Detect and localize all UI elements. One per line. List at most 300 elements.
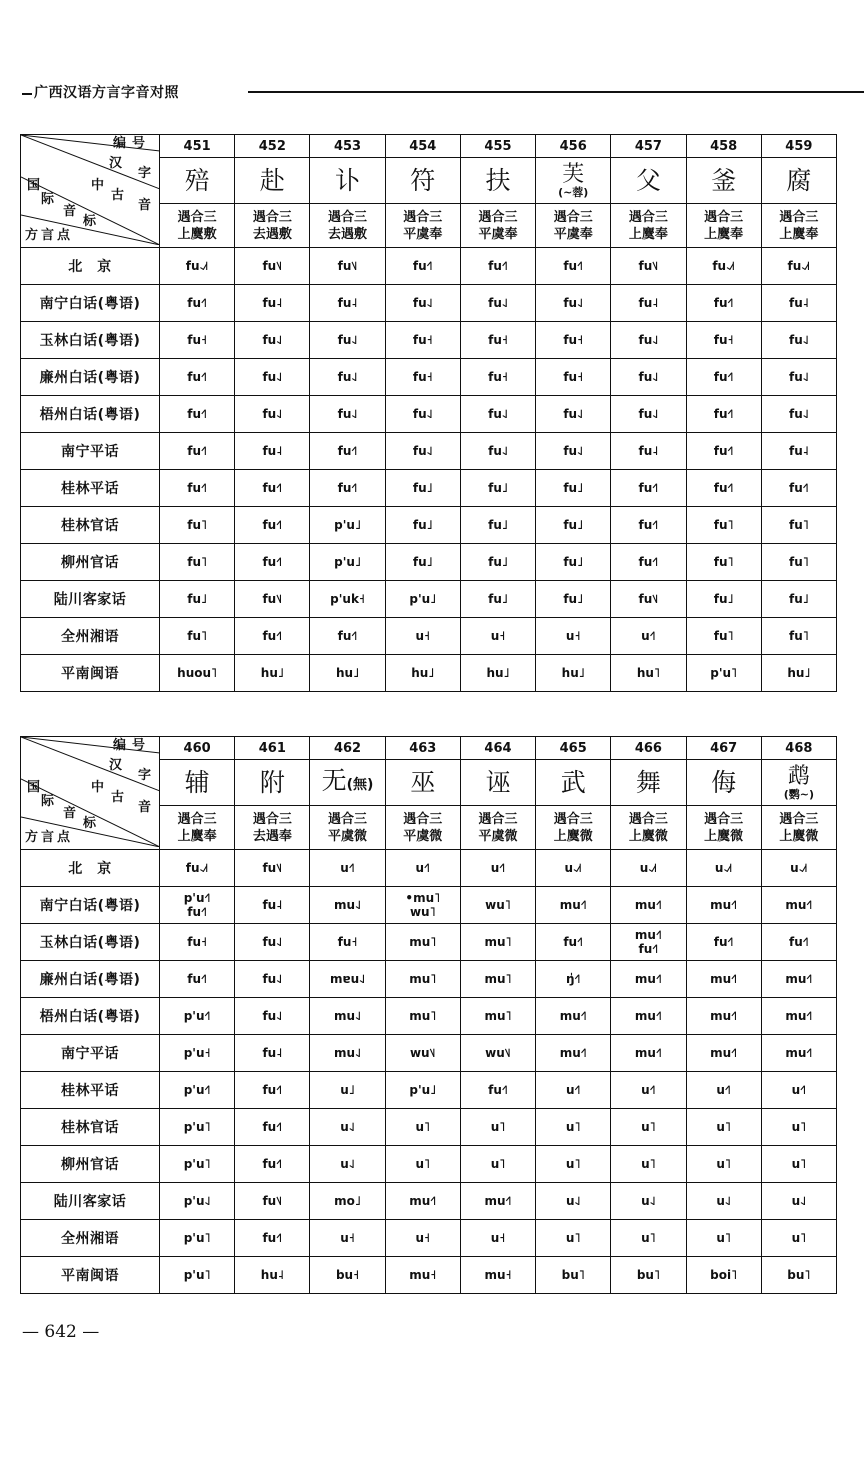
pronunciation-cell: bu˧ [310, 1257, 385, 1294]
pronunciation-cell: fu˧ [160, 924, 235, 961]
pronunciation-cell: u˧ [460, 1220, 535, 1257]
middle-chinese-line: 上麌微 [553, 828, 593, 844]
pronunciation-cell: u˧˥ [385, 850, 460, 887]
pronunciation-cell: u˥ [385, 1146, 460, 1183]
middle-chinese-line: 上麌微 [779, 828, 819, 844]
pronunciation-cell: mu˥ [460, 998, 535, 1035]
middle-chinese-line: 平虞奉 [478, 226, 518, 242]
dialect-row [21, 1220, 837, 1257]
char-cell [385, 760, 460, 806]
pronunciation-cell: u˧ [536, 618, 611, 655]
char-glyph: 巫 [410, 767, 436, 797]
corner-label-yin2: 音 [138, 800, 152, 815]
dialect-row [21, 998, 837, 1035]
dialect-label: 廉州白话(粤语) [21, 359, 160, 396]
middle-chinese-line: 遇合三 [553, 209, 593, 225]
pronunciation-cell: u˧ [385, 1220, 460, 1257]
pronunciation-cell: mu˧˥ [686, 1035, 761, 1072]
pronunciation-cell: u˥ [761, 1109, 836, 1146]
pronunciation-cell: fu˩ [536, 544, 611, 581]
pronunciation-cell: fu˧˥ [611, 544, 686, 581]
dialect-label: 桂林平话 [21, 470, 160, 507]
char-number: 460 [160, 737, 235, 760]
char-number: 464 [460, 737, 535, 760]
dialect-row [21, 1072, 837, 1109]
char-cell [536, 760, 611, 806]
pronunciation-cell: u˨˩˦ [761, 850, 836, 887]
pronunciation-cell: u˥ [385, 1109, 460, 1146]
char-number: 456 [536, 135, 611, 158]
pronunciation-cell: fu˥˩ [235, 850, 310, 887]
char-cell [611, 158, 686, 204]
pronunciation-cell: fu˩ [385, 544, 460, 581]
corner-label-han: 汉 [109, 156, 123, 171]
pronunciation-cell: fu˥˩ [310, 248, 385, 285]
pronunciation-cell: fu˧˥ [235, 470, 310, 507]
pronunciation-cell: mu˧˥ [536, 998, 611, 1035]
pronunciation-cell: u˨˩˦ [611, 850, 686, 887]
pronunciation-cell: p'u˩ [310, 507, 385, 544]
corner-label-zhong: 中 [91, 780, 105, 795]
pronunciation-cell: fu˧˥ [235, 1072, 310, 1109]
pronunciation-cell: fu˨ [761, 285, 836, 322]
pronunciation-cell: fu˨˩ [536, 396, 611, 433]
dialect-row [21, 433, 837, 470]
pronunciation-cell: p'u˧ [160, 1035, 235, 1072]
middle-chinese-line: 遇合三 [252, 209, 292, 225]
middle-chinese-line: 平虞奉 [553, 226, 593, 242]
middle-chinese-cell [761, 204, 836, 248]
dialect-row [21, 924, 837, 961]
char-cell [761, 760, 836, 806]
dialect-label: 桂林平话 [21, 1072, 160, 1109]
char-cell [160, 158, 235, 204]
pronunciation-cell: fu˥˩ [235, 1183, 310, 1220]
middle-chinese-line: 上麌微 [704, 828, 744, 844]
pronunciation-cell: mu˥ [460, 924, 535, 961]
middle-chinese-line: 遇合三 [252, 811, 292, 827]
pronunciation-cell: fu˨˩ [235, 322, 310, 359]
dialect-label: 南宁平话 [21, 433, 160, 470]
pronunciation-cell: fu˥ [686, 507, 761, 544]
pronunciation-cell: fu˥ [686, 544, 761, 581]
pronunciation-cell: fu˩ [536, 507, 611, 544]
pronunciation-cell: fu˧˥ [686, 396, 761, 433]
pronunciation-cell: u˧˥ [761, 1072, 836, 1109]
pronunciation-cell: fu˨˩ [460, 285, 535, 322]
pronunciation-cell [611, 924, 686, 961]
header-title: 广西汉语方言字音对照 [34, 85, 179, 101]
char-glyph: 舞 [635, 767, 661, 797]
pronunciation-cell [385, 887, 460, 924]
dialect-row [21, 1035, 837, 1072]
pronunciation-cell: mu˧ [385, 1257, 460, 1294]
char-number: 453 [310, 135, 385, 158]
number-row [21, 135, 837, 158]
char-glyph: 芙 [562, 161, 585, 187]
char-glyph: 腐 [786, 165, 812, 195]
pronunciation-cell: u˥ [686, 1109, 761, 1146]
char-note: (~蓉) [558, 185, 589, 199]
middle-chinese-line: 遇合三 [704, 209, 744, 225]
pronunciation-cell: fu˨ [235, 1035, 310, 1072]
pronunciation-cell: mu˥ [385, 924, 460, 961]
pronunciation-cell: hu˩ [761, 655, 836, 692]
pronunciation-cell: fu˨˩ [235, 396, 310, 433]
dialect-row [21, 544, 837, 581]
pronunciation-cell: boi˥ [686, 1257, 761, 1294]
corner-header-cell [21, 737, 160, 850]
pronunciation-cell: fu˧˥ [686, 470, 761, 507]
middle-chinese-cell [686, 204, 761, 248]
pronunciation-cell: fu˥˩ [235, 248, 310, 285]
running-header [22, 84, 864, 104]
pronunciation-cell: fu˥ [761, 618, 836, 655]
pronunciation-cell: mu˨˩ [310, 998, 385, 1035]
pronunciation-cell: hu˩ [310, 655, 385, 692]
middle-chinese-cell [460, 806, 535, 850]
middle-chinese-cell [310, 806, 385, 850]
pronunciation-cell: fu˨ [235, 433, 310, 470]
pronunciation-cell: fu˥ [686, 618, 761, 655]
middle-chinese-cell [385, 204, 460, 248]
pronunciation-cell: fu˨˩ [611, 322, 686, 359]
pronunciation-cell: mu˧ [460, 1257, 535, 1294]
char-number: 454 [385, 135, 460, 158]
pronunciation-cell: fu˧˥ [160, 470, 235, 507]
dialect-label: 梧州白话(粤语) [21, 998, 160, 1035]
corner-label-guo: 国 [27, 780, 41, 795]
pronunciation-cell: fu˧˥ [460, 1072, 535, 1109]
dialect-row [21, 322, 837, 359]
pronunciation-cell: fu˧˥ [385, 248, 460, 285]
number-row [21, 737, 837, 760]
pronunciation-cell: p'u˥ [686, 655, 761, 692]
pronunciation-cell: fu˩ [385, 507, 460, 544]
pronunciation-cell: fu˨ [235, 887, 310, 924]
corner-label-han: 汉 [109, 758, 123, 773]
pronunciation-cell: fu˨˩ [761, 359, 836, 396]
pronunciation-cell: fu˧ [536, 322, 611, 359]
pronunciation-line: •mu˥ [405, 891, 441, 905]
char-number: 468 [761, 737, 836, 760]
char-cell [686, 760, 761, 806]
dialect-row [21, 396, 837, 433]
pronunciation-cell: fu˨˩ [310, 359, 385, 396]
pronunciation-cell: u˥ [536, 1109, 611, 1146]
char-cell [310, 760, 385, 806]
pronunciation-cell: p'uk˧ [310, 581, 385, 618]
dialect-row [21, 1109, 837, 1146]
char-glyph: 武 [560, 767, 586, 797]
corner-label-yin2: 音 [138, 198, 152, 213]
pronunciation-cell: fu˧ [686, 322, 761, 359]
pronunciation-cell: fu˧˥ [536, 248, 611, 285]
pronunciation-cell: u˥ [686, 1146, 761, 1183]
pronunciation-cell: fu˨ [761, 433, 836, 470]
char-cell [611, 760, 686, 806]
middle-chinese-cell [611, 806, 686, 850]
pronunciation-cell: mu˧˥ [686, 998, 761, 1035]
dialect-label: 平南闽语 [21, 1257, 160, 1294]
pronunciation-cell: u˥ [611, 1109, 686, 1146]
pronunciation-cell: fu˩ [536, 581, 611, 618]
dialect-row [21, 581, 837, 618]
pronunciation-cell: fu˨˩ [460, 396, 535, 433]
pronunciation-cell: u˥ [460, 1146, 535, 1183]
pronunciation-cell: mu˨˩ [310, 887, 385, 924]
pronunciation-cell: fu˧ [385, 322, 460, 359]
pronunciation-cell: fu˨˩ [761, 396, 836, 433]
pronunciation-cell: u˧˥ [460, 850, 535, 887]
pronunciation-cell: u˥ [761, 1146, 836, 1183]
char-number: 458 [686, 135, 761, 158]
char-number: 461 [235, 737, 310, 760]
pronunciation-cell: fu˧˥ [235, 1146, 310, 1183]
pronunciation-cell: fu˩ [686, 581, 761, 618]
dialect-row [21, 655, 837, 692]
dialect-row [21, 470, 837, 507]
char-cell [235, 760, 310, 806]
pronunciation-cell: fu˧˥ [235, 1220, 310, 1257]
pronunciation-cell: fu˧˥ [235, 544, 310, 581]
pronunciation-cell: fu˩ [460, 470, 535, 507]
pronunciation-cell: u˧˥ [536, 1072, 611, 1109]
pronunciation-cell: mu˧˥ [761, 961, 836, 998]
pronunciation-cell: u˥ [611, 1220, 686, 1257]
char-cell [536, 158, 611, 204]
pronunciation-cell: fu˨˩ [460, 433, 535, 470]
middle-chinese-line: 遇合三 [704, 811, 744, 827]
pronunciation-cell: fu˩ [460, 507, 535, 544]
char-glyph: 侮 [711, 767, 737, 797]
pronunciation-cell: fu˥˩ [611, 581, 686, 618]
pronunciation-cell: fu˨˩ [235, 998, 310, 1035]
pronunciation-cell: fu˧˥ [160, 433, 235, 470]
pronunciation-cell: fu˥˩ [235, 581, 310, 618]
dialect-label: 全州湘语 [21, 618, 160, 655]
pronunciation-cell: fu˨˩ [536, 285, 611, 322]
pronunciation-cell: hu˩ [235, 655, 310, 692]
pronunciation-cell: u˧˥ [310, 850, 385, 887]
char-number: 465 [536, 737, 611, 760]
dialect-label: 陆川客家话 [21, 1183, 160, 1220]
middle-chinese-line: 去遇敷 [328, 226, 368, 242]
pronunciation-cell: fu˨˩ [385, 396, 460, 433]
middle-chinese-line: 去遇奉 [252, 828, 292, 844]
corner-label-yin: 音 [63, 204, 77, 219]
char-cell [460, 760, 535, 806]
pronunciation-cell: u˧ [310, 1220, 385, 1257]
pronunciation-cell: hu˨ [235, 1257, 310, 1294]
middle-chinese-line: 遇合三 [177, 209, 217, 225]
char-glyph: 鹉 [787, 763, 810, 789]
pronunciation-cell [160, 887, 235, 924]
pronunciation-cell: u˧ [385, 618, 460, 655]
pronunciation-cell: fu˩ [761, 581, 836, 618]
pronunciation-cell: fu˧˥ [686, 433, 761, 470]
pronunciation-cell: p'u˨˩ [160, 1183, 235, 1220]
pronunciation-cell: mu˧˥ [611, 1035, 686, 1072]
pronunciation-line: fu˧˥ [187, 905, 207, 919]
pronunciation-line: wu˥ [409, 905, 436, 919]
dialect-label: 玉林白话(粤语) [21, 924, 160, 961]
middle-chinese-line: 上麌敷 [177, 226, 217, 242]
middle-chinese-line: 遇合三 [478, 811, 518, 827]
pronunciation-cell: fu˧˥ [235, 618, 310, 655]
pronunciation-cell: u˧˥ [611, 1072, 686, 1109]
char-glyph: 扶 [485, 165, 511, 195]
middle-chinese-line: 遇合三 [779, 209, 819, 225]
pronunciation-cell: fu˩ [160, 581, 235, 618]
pronunciation-cell: fu˧˥ [686, 924, 761, 961]
pronunciation-cell: u˨˩ [310, 1109, 385, 1146]
pronunciation-cell: mu˧˥ [686, 961, 761, 998]
pronunciation-cell: p'u˧˥ [160, 1072, 235, 1109]
dialect-label: 桂林官话 [21, 507, 160, 544]
corner-label-fangyandian: 方言点 [25, 228, 74, 243]
pronunciation-cell: fu˧˥ [611, 470, 686, 507]
pronunciation-cell: fu˧˥ [235, 1109, 310, 1146]
char-number: 451 [160, 135, 235, 158]
pronunciation-cell: fu˧˥ [160, 961, 235, 998]
char-cell [385, 158, 460, 204]
dialect-label: 平南闽语 [21, 655, 160, 692]
pronunciation-cell: fu˧ [536, 359, 611, 396]
dialect-row [21, 887, 837, 924]
middle-chinese-line: 遇合三 [478, 209, 518, 225]
dialect-label: 北 京 [21, 850, 160, 887]
pronunciation-cell: fu˨˩ [235, 924, 310, 961]
pronunciation-cell: fu˨ [611, 433, 686, 470]
middle-chinese-line: 遇合三 [328, 811, 368, 827]
pronunciation-cell: fu˧˥ [310, 618, 385, 655]
dialect-row [21, 1146, 837, 1183]
middle-chinese-cell [460, 204, 535, 248]
char-glyph: 诬 [485, 767, 511, 797]
pronunciation-cell: mu˧˥ [761, 998, 836, 1035]
char-cell [310, 158, 385, 204]
middle-chinese-cell [686, 806, 761, 850]
pronunciation-cell: mu˧˥ [611, 961, 686, 998]
middle-chinese-cell [761, 806, 836, 850]
pronunciation-cell: p'u˥ [160, 1257, 235, 1294]
char-paren: (無) [346, 776, 374, 793]
dialect-row [21, 507, 837, 544]
char-number: 462 [310, 737, 385, 760]
dialect-row [21, 850, 837, 887]
char-cell [761, 158, 836, 204]
dialect-label: 梧州白话(粤语) [21, 396, 160, 433]
pronunciation-cell: fu˧˥ [235, 507, 310, 544]
char-cell [460, 158, 535, 204]
dialect-row [21, 359, 837, 396]
header-rule [248, 91, 864, 93]
dialect-label: 柳州官话 [21, 1146, 160, 1183]
pronunciation-cell: bu˥ [761, 1257, 836, 1294]
dialect-row [21, 618, 837, 655]
char-number: 452 [235, 135, 310, 158]
middle-chinese-line: 平虞微 [328, 828, 368, 844]
pronunciation-cell: fu˨˩ [310, 322, 385, 359]
pronunciation-cell: fu˨˩˦ [160, 248, 235, 285]
dialect-label: 北 京 [21, 248, 160, 285]
pronunciation-cell: mu˥ [460, 961, 535, 998]
pronunciation-cell: bu˥ [536, 1257, 611, 1294]
pronunciation-cell: mu˧˥ [385, 1183, 460, 1220]
char-number: 457 [611, 135, 686, 158]
pronunciation-cell: fu˨˩ [235, 961, 310, 998]
pronunciation-cell: hu˩ [536, 655, 611, 692]
char-number: 455 [460, 135, 535, 158]
pronunciation-cell: fu˥ [160, 618, 235, 655]
pronunciation-cell: mu˧˥ [611, 887, 686, 924]
pronunciation-cell: fu˧˥ [611, 507, 686, 544]
pronunciation-cell: bu˥ [611, 1257, 686, 1294]
corner-label-bianhao: 编号 [113, 136, 152, 151]
pronunciation-cell: u˨˩ [761, 1183, 836, 1220]
pronunciation-cell: fu˧˥ [460, 248, 535, 285]
pronunciation-cell: fu˧˥ [160, 359, 235, 396]
char-glyph: 釜 [711, 165, 737, 195]
pronunciation-cell: fu˧˥ [686, 359, 761, 396]
page-number: — 642 — [22, 1322, 100, 1342]
pronunciation-cell: u˨˩ [310, 1146, 385, 1183]
pronunciation-cell: p'u˩ [310, 544, 385, 581]
char-glyph: 殕 [184, 165, 210, 195]
char-note: (鹦~) [783, 787, 815, 801]
pronunciation-cell: u˨˩˦ [536, 850, 611, 887]
corner-label-gu: 古 [111, 790, 125, 805]
pronunciation-cell: p'u˥ [160, 1146, 235, 1183]
char-glyph: 辅 [184, 767, 210, 797]
dialect-row [21, 248, 837, 285]
middle-chinese-cell [536, 806, 611, 850]
pronunciation-cell: u˨˩˦ [686, 850, 761, 887]
pronunciation-cell: mu˨˩ [310, 1035, 385, 1072]
pronunciation-cell: fu˨ [310, 285, 385, 322]
dialect-label: 柳州官话 [21, 544, 160, 581]
pronunciation-cell: mu˥ [385, 998, 460, 1035]
pronunciation-cell: fu˩ [460, 581, 535, 618]
char-glyph: 符 [410, 165, 436, 195]
middle-chinese-line: 遇合三 [403, 811, 443, 827]
pronunciation-cell: p'u˥ [160, 1109, 235, 1146]
middle-chinese-line: 去遇敷 [252, 226, 292, 242]
pronunciation-cell: wu˥˩ [385, 1035, 460, 1072]
pronunciation-cell: hu˩ [385, 655, 460, 692]
middle-chinese-line: 平虞微 [478, 828, 518, 844]
pronunciation-cell: fu˧ [160, 322, 235, 359]
pronunciation-cell: fu˨˩˦ [160, 850, 235, 887]
dialect-label: 南宁白话(粤语) [21, 887, 160, 924]
corner-label-fangyandian: 方言点 [25, 830, 74, 845]
pronunciation-cell: mo˩ [310, 1183, 385, 1220]
pronunciation-cell: fu˧ [310, 924, 385, 961]
char-glyph: 讣 [335, 165, 361, 195]
middle-chinese-cell [536, 204, 611, 248]
corner-label-guo: 国 [27, 178, 41, 193]
middle-chinese-line: 遇合三 [779, 811, 819, 827]
pronunciation-cell: hu˩ [460, 655, 535, 692]
dialect-row [21, 1183, 837, 1220]
char-cell [160, 760, 235, 806]
pronunciation-cell: mu˧˥ [686, 887, 761, 924]
middle-chinese-cell [235, 806, 310, 850]
pronunciation-cell: mu˧˥ [460, 1183, 535, 1220]
pronunciation-cell: fu˩ [385, 470, 460, 507]
dialect-label: 陆川客家话 [21, 581, 160, 618]
